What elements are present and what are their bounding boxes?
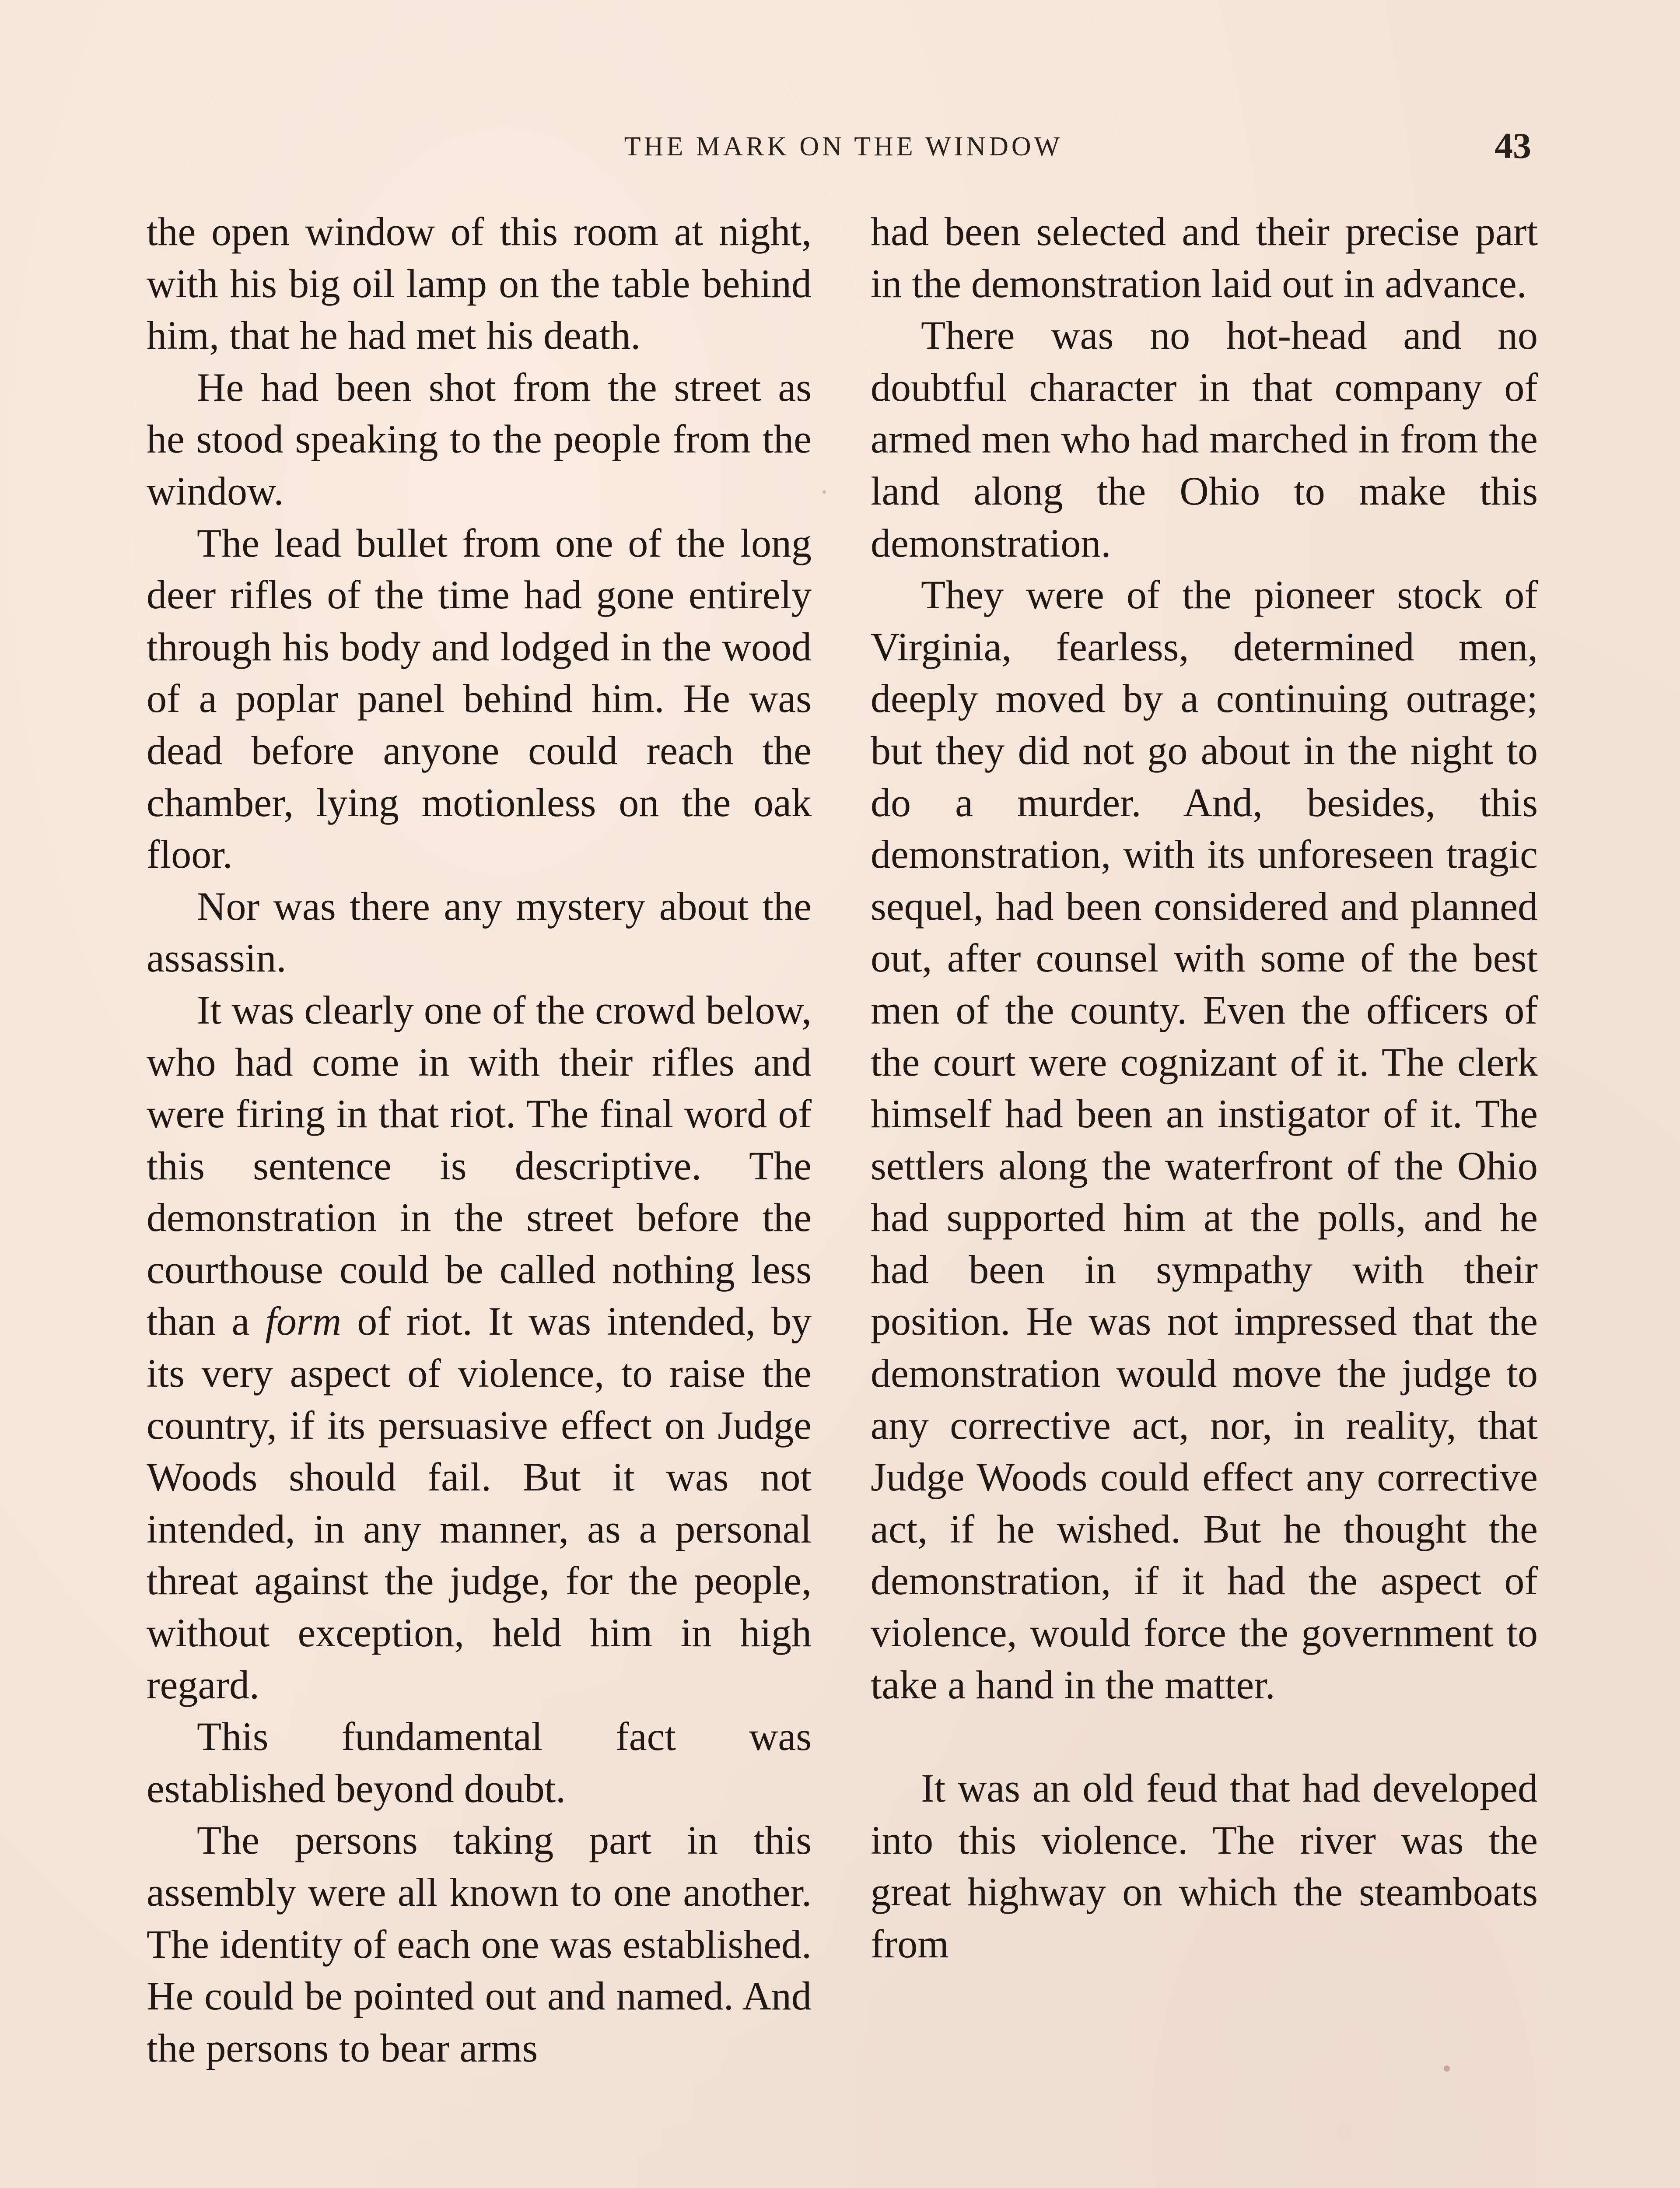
paragraph: He had been shot from the street as he stood speaking to the people from the window. bbox=[147, 365, 812, 513]
paper-speck bbox=[1444, 2065, 1450, 2072]
paragraph bbox=[147, 984, 812, 1711]
paragraph: The lead bullet from one of the long deer rifles of the time had gone entirely through his body and lodged in the wood of a poplar panel behind him. He was dead before anyone could reach the chamber, lying motionless on the oak floor. bbox=[147, 520, 812, 877]
right-column bbox=[871, 206, 1538, 1970]
paragraph: It was an old feud that had developed into this violence. The river was the great highway on which the steamboats from bbox=[871, 1766, 1538, 1966]
italic-word: form bbox=[265, 1299, 342, 1344]
paper-speck bbox=[822, 490, 826, 494]
paragraph: The persons taking part in this assembly were all known to one another. The identity of each one was established. He could be pointed out and named. And the persons to bear arms bbox=[147, 1818, 812, 2070]
paragraph-text: of riot. It was intended, by its very aspect of violence, to raise the country, if its persuasive effect on Judge Woods should fail. But it was not intended, in any manner, as a personal threat against the judge, for the people, without exception, held him in high regard. bbox=[147, 1299, 812, 1707]
paragraph: They were of the pioneer stock of Virginia, fearless, determined men, deeply moved by a continuing outrage; but they did not go about in the night to do a murder. And, besides, this demonstration, with its unforeseen tragic sequel, had been considered and planned out, after counsel with some of the best men of the county. Even the officers of the court were cognizant of it. The clerk himself had been an instigator of it. The settlers along the waterfront of the Ohio had supported him at the polls, and he had been in sympathy with their position. He was not impressed that the demonstration would move the judge to any corrective act, nor, in reality, that Judge Woods could effect any corrective act, if he wished. But he thought the demonstration, if it had the aspect of violence, would force the government to take a hand in the matter. bbox=[871, 572, 1538, 1707]
paragraph: There was no hot-head and no doubtful character in that company of armed men who had marched in from the land along the Ohio to make this demonstration. bbox=[871, 313, 1538, 565]
running-title: THE MARK ON THE WINDOW bbox=[624, 132, 1063, 161]
paragraph: This fundamental fact was established beyond doubt. bbox=[147, 1714, 812, 1811]
paragraph-text: It was clearly one of the crowd below, who had come in with their rifles and were firing in that riot. The final word of this sentence is descriptive. The demonstration in the street before the courthouse could be called nothing less than a bbox=[147, 987, 812, 1344]
paragraph: Nor was there any mystery about the assassin. bbox=[147, 884, 812, 981]
page-number: 43 bbox=[1494, 126, 1531, 166]
section-break bbox=[871, 1711, 1538, 1762]
paragraph: had been selected and their precise part in the demonstration laid out in advance. bbox=[871, 209, 1538, 306]
left-column bbox=[147, 206, 812, 2074]
paragraph: the open window of this room at night, with his big oil lamp on the table behind him, that he had met his death. bbox=[147, 209, 812, 358]
